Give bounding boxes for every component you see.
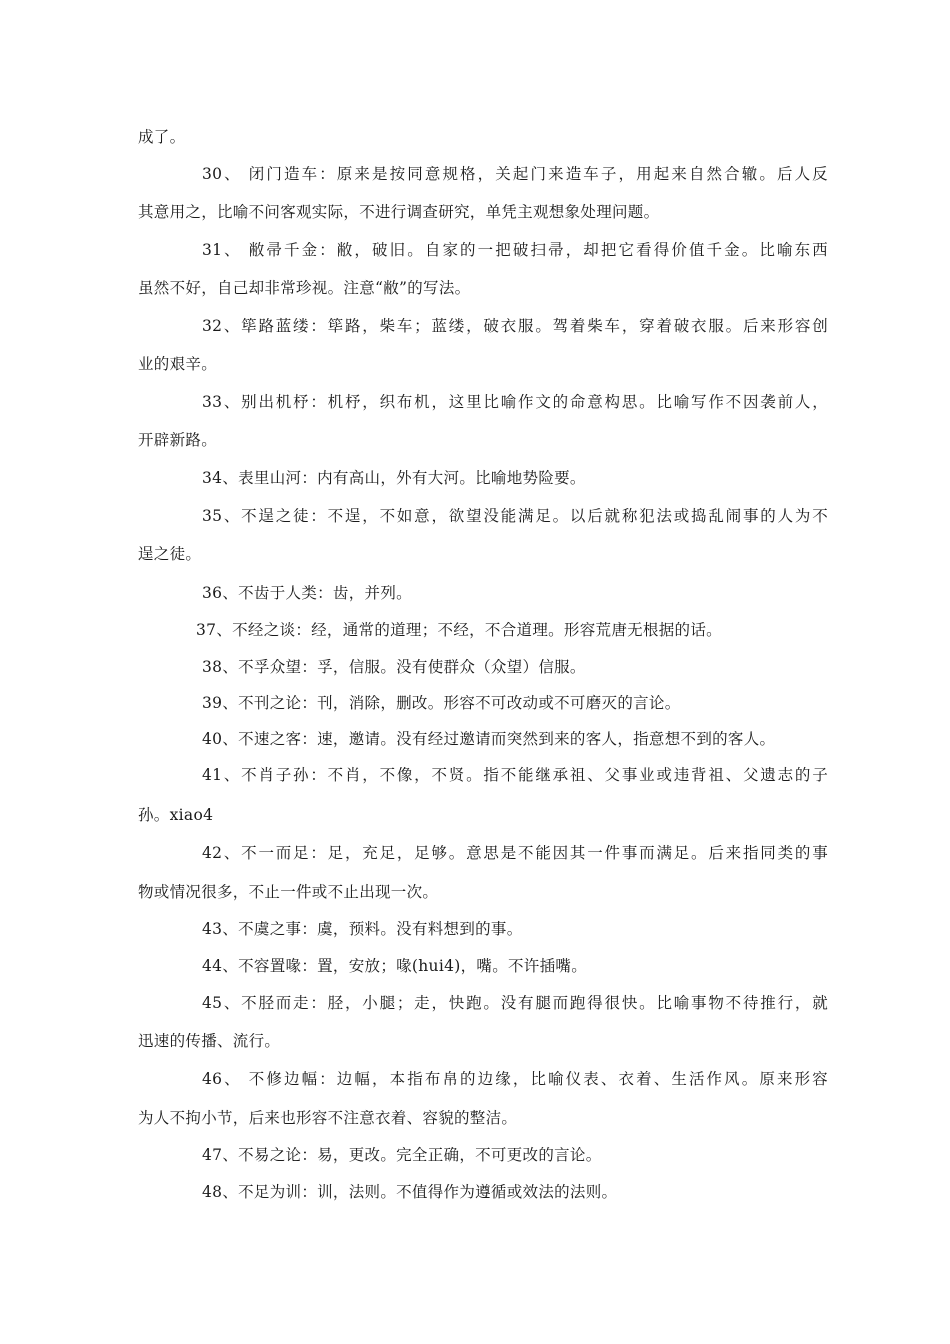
entry-37: 37、不经之谈：经，通常的道理；不经，不合道理。形容荒唐无根据的话。 [196,621,722,639]
entry-35-line-2: 逞之徒。 [138,545,202,563]
entry-39: 39、不刊之论：刊，消除，删改。形容不可改动或不可磨灭的言论。 [202,694,681,712]
entry-30-line-1: 30、 闭门造车：原来是按同意规格，关起门来造车子，用起来自然合辙。后人反 [202,165,828,183]
entry-42-line-2: 物或情况很多，不止一件或不止出现一次。 [138,883,439,901]
text-line: 成了。 [138,128,186,146]
entry-44: 44、不容置喙：置，安放；喙(hui4)，嘴。不许插嘴。 [202,957,588,975]
entry-46-line-2: 为人不拘小节，后来也形容不注意衣着、容貌的整洁。 [138,1109,518,1127]
entry-41-line-2: 孙。xiao4 [138,806,214,824]
entry-46-line-1: 46、 不修边幅：边幅，本指布帛的边缘，比喻仪表、衣着、生活作风。原来形容 [202,1070,828,1088]
entry-40: 40、不速之客：速，邀请。没有经过邀请而突然到来的客人，指意想不到的客人。 [202,730,776,748]
entry-30-line-2: 其意用之，比喻不问客观实际，不进行调查研究，单凭主观想象处理问题。 [138,203,660,221]
entry-33-line-2: 开辟新路。 [138,431,218,449]
entry-45-line-2: 迅速的传播、流行。 [138,1032,281,1050]
entry-33-line-1: 33、别出机杼：机杼，织布机，这里比喻作文的命意构思。比喻写作不因袭前人， [202,393,828,411]
entry-41-line-1: 41、不肖子孙：不肖，不像，不贤。指不能继承祖、父事业或违背祖、父遗志的子 [202,766,828,784]
entry-36: 36、不齿于人类：齿，并列。 [202,584,412,602]
entry-31-line-1: 31、 敝帚千金：敝，破旧。自家的一把破扫帚，却把它看得价值千金。比喻东西 [202,241,828,259]
entry-32-line-1: 32、筚路蓝缕：筚路，柴车；蓝缕，破衣服。驾着柴车，穿着破衣服。后来形容创 [202,317,828,335]
entry-34: 34、表里山河：内有高山，外有大河。比喻地势险要。 [202,469,586,487]
entry-43: 43、不虞之事：虞，预料。没有料想到的事。 [202,920,523,938]
entry-45-line-1: 45、不胫而走：胫，小腿；走，快跑。没有腿而跑得很快。比喻事物不待推行，就 [202,994,828,1012]
entry-35-line-1: 35、不逞之徒：不逞，不如意，欲望没能满足。以后就称犯法或捣乱闹事的人为不 [202,507,828,525]
entry-38: 38、不孚众望：孚，信服。没有使群众（众望）信服。 [202,658,586,676]
entry-47: 47、不易之论：易，更改。完全正确，不可更改的言论。 [202,1146,602,1164]
entry-48: 48、不足为训：训，法则。不值得作为遵循或效法的法则。 [202,1183,618,1201]
entry-32-line-2: 业的艰辛。 [138,355,218,373]
entry-42-line-1: 42、不一而足：足，充足，足够。意思是不能因其一件事而满足。后来指同类的事 [202,844,828,862]
entry-31-line-2: 虽然不好，自己却非常珍视。注意“敝”的写法。 [138,279,471,297]
